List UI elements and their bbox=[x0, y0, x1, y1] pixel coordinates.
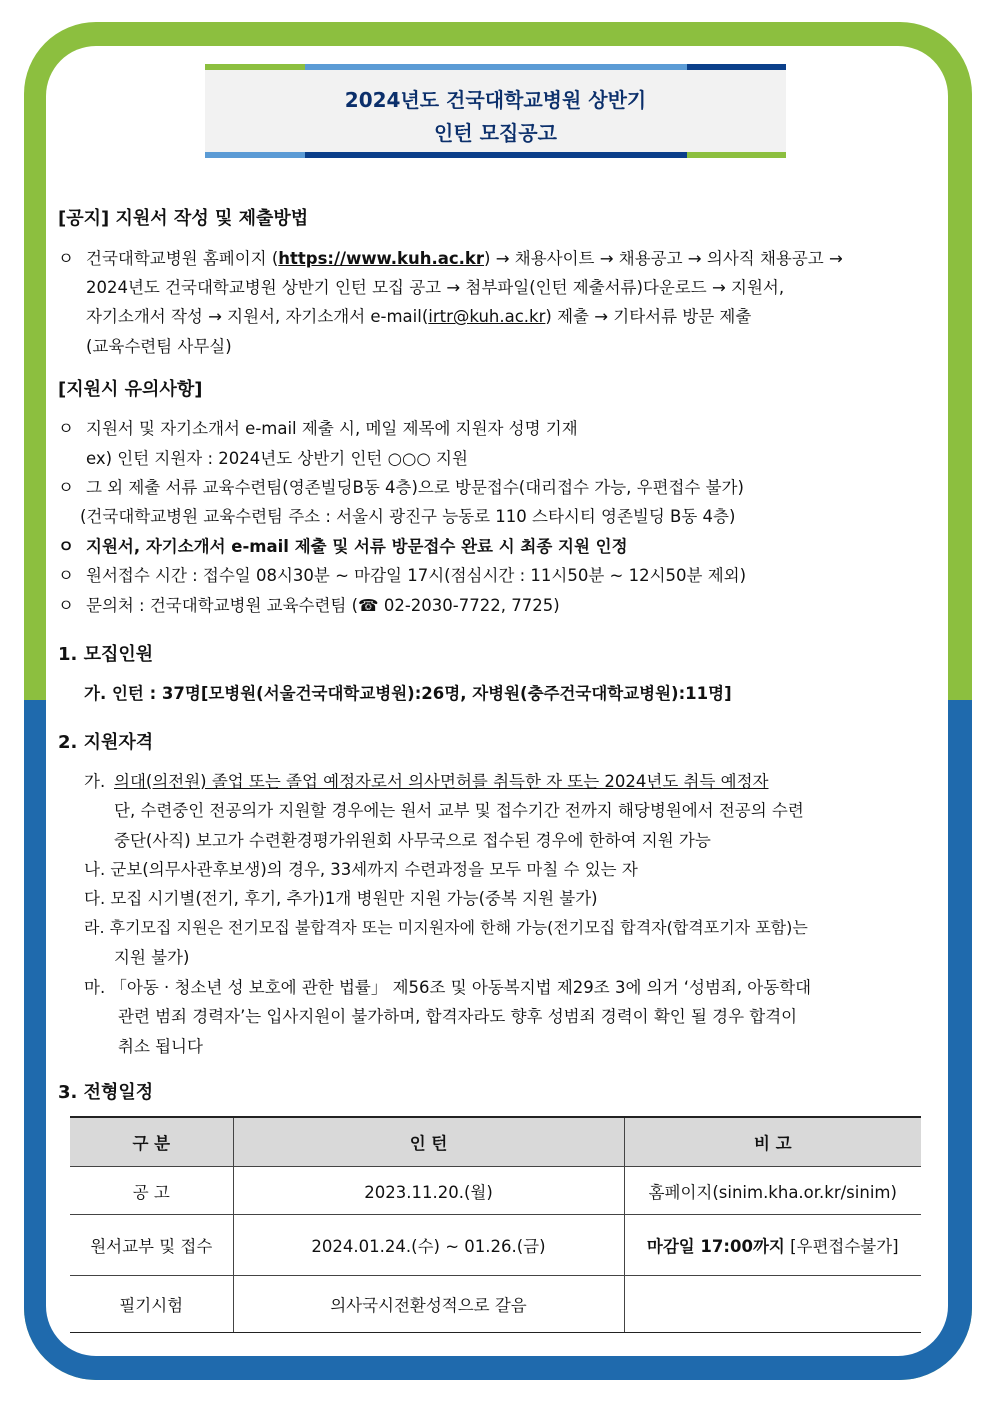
table-cell: 원서교부 및 접수 bbox=[70, 1215, 233, 1276]
table-header: 구 분 bbox=[70, 1117, 233, 1167]
section-heading-qualification: 2. 지원자격 bbox=[58, 732, 154, 753]
notice-line-3: 자기소개서 작성 → 지원서, 자기소개서 e-mail(irtr@kuh.ac.kr) 제출 → 기타서류 방문 제출 bbox=[86, 307, 752, 326]
bullet: ㅇ bbox=[58, 537, 74, 556]
homepage-link[interactable]: https://www.kuh.ac.kr bbox=[278, 249, 485, 268]
table-cell: 2023.11.20.(월) bbox=[233, 1167, 624, 1215]
notice-line-2: 2024년도 건국대학교병원 상반기 인턴 모집 공고 → 첨부파일(인턴 제출서류)다운로드 → 지원서, bbox=[86, 278, 785, 297]
notice-line-4: (교육수련팀 사무실) bbox=[86, 337, 232, 356]
table-row bbox=[70, 1215, 921, 1276]
qual-ga-label: 가. bbox=[84, 772, 106, 791]
table-cell: 필기시험 bbox=[70, 1276, 233, 1333]
table-cell: 홈페이지(sinim.kha.or.kr/sinim) bbox=[624, 1167, 921, 1215]
bullet: ㅇ bbox=[58, 419, 74, 438]
table-header: 비 고 bbox=[624, 1117, 921, 1167]
caution-line: ex) 인턴 지원자 : 2024년도 상반기 인턴 ○○○ 지원 bbox=[86, 449, 468, 468]
caution-line: 그 외 제출 서류 교육수련팀(영존빌딩B동 4층)으로 방문접수(대리접수 가능, 우편접수 불가) bbox=[86, 478, 744, 497]
qual-ga-line-1: 의대(의전원) 졸업 또는 졸업 예정자로서 의사면허를 취득한 자 또는 2024년도 취득 예정자 bbox=[114, 772, 769, 791]
bullet: ㅇ bbox=[58, 596, 74, 615]
caution-line: 지원서 및 자기소개서 e-mail 제출 시, 메일 제목에 지원자 성명 기재 bbox=[86, 419, 578, 438]
qual-ma-line-1: 마. 「아동 · 청소년 성 보호에 관한 법률」 제56조 및 아동복지법 제29조 3에 의거 ‘성범죄, 아동학대 bbox=[84, 978, 812, 997]
bullet: ㅇ bbox=[58, 478, 74, 497]
title-bottom-bar bbox=[205, 152, 786, 158]
table-header: 인 턴 bbox=[233, 1117, 624, 1167]
qual-ra-line-2: 지원 불가) bbox=[114, 948, 190, 967]
bullet: ㅇ bbox=[58, 249, 74, 268]
qual-ga-line-2: 단, 수련중인 전공의가 지원할 경우에는 원서 교부 및 접수기간 전까지 해당병원에서 전공의 수련 bbox=[114, 801, 804, 820]
caution-line: 원서접수 시간 : 접수일 08시30분 ~ 마감일 17시(점심시간 : 11시50분 ~ 12시50분 제외) bbox=[86, 566, 747, 585]
caution-line: 문의처 : 건국대학교병원 교육수련팀 (☎ 02-2030-7722, 7725) bbox=[86, 596, 560, 615]
page-title-line1: 2024년도 건국대학교병원 상반기 bbox=[344, 88, 647, 112]
bullet: ㅇ bbox=[58, 566, 74, 585]
table-cell bbox=[624, 1276, 921, 1333]
caution-line: (건국대학교병원 교육수련팀 주소 : 서울시 광진구 능동로 110 스타시티 영존빌딩 B동 4층) bbox=[80, 507, 736, 526]
title-box bbox=[205, 64, 786, 158]
qual-ma-line-3: 취소 됩니다 bbox=[118, 1037, 203, 1056]
table-cell: 2024.01.24.(수) ~ 01.26.(금) bbox=[233, 1215, 624, 1276]
qual-ma-line-2: 관련 범죄 경력자’는 입사지원이 불가하며, 합격자라도 향후 성범죄 경력이 확인 될 경우 합격이 bbox=[118, 1007, 798, 1026]
qual-ra-line-1: 라. 후기모집 지원은 전기모집 불합격자 또는 미지원자에 한해 가능(전기모집 합격자(합격포기자 포함)는 bbox=[84, 918, 808, 937]
table-cell: 공 고 bbox=[70, 1167, 233, 1215]
section-heading-recruit: 1. 모집인원 bbox=[58, 644, 154, 665]
caution-line-bold: 지원서, 자기소개서 e-mail 제출 및 서류 방문접수 완료 시 최종 지원 인정 bbox=[86, 537, 628, 556]
table-header-row bbox=[70, 1117, 921, 1167]
email-link[interactable]: irtr@kuh.ac.kr bbox=[428, 307, 546, 326]
section-heading-cautions: [지원시 유의사항] bbox=[58, 379, 203, 400]
page-title-line2: 인턴 모집공고 bbox=[434, 121, 557, 145]
schedule-table bbox=[70, 1116, 921, 1333]
section-heading-schedule: 3. 전형일정 bbox=[58, 1082, 154, 1103]
title-top-bar bbox=[205, 64, 786, 70]
notice-line-1: 건국대학교병원 홈페이지 (https://www.kuh.ac.kr) → 채용사이트 → 채용공고 → 의사직 채용공고 → bbox=[86, 249, 843, 268]
recruit-count: 가. 인턴 : 37명[모병원(서울건국대학교병원):26명, 자병원(충주건국대학교병원):11명] bbox=[84, 684, 732, 703]
table-row bbox=[70, 1276, 921, 1333]
table-cell: 마감일 17:00까지 [우편접수불가] bbox=[624, 1215, 921, 1276]
table-cell: 의사국시전환성적으로 갈음 bbox=[233, 1276, 624, 1333]
qual-ga-line-3: 중단(사직) 보고가 수련환경평가위원회 사무국으로 접수된 경우에 한하여 지원 가능 bbox=[114, 831, 711, 850]
table-row bbox=[70, 1167, 921, 1215]
section-heading-notice: [공지] 지원서 작성 및 제출방법 bbox=[58, 208, 309, 229]
qual-na: 나. 군보(의무사관후보생)의 경우, 33세까지 수련과정을 모두 마칠 수 있는 자 bbox=[84, 860, 638, 879]
qual-da: 다. 모집 시기별(전기, 후기, 추가)1개 병원만 지원 가능(중복 지원 불가) bbox=[84, 889, 598, 908]
